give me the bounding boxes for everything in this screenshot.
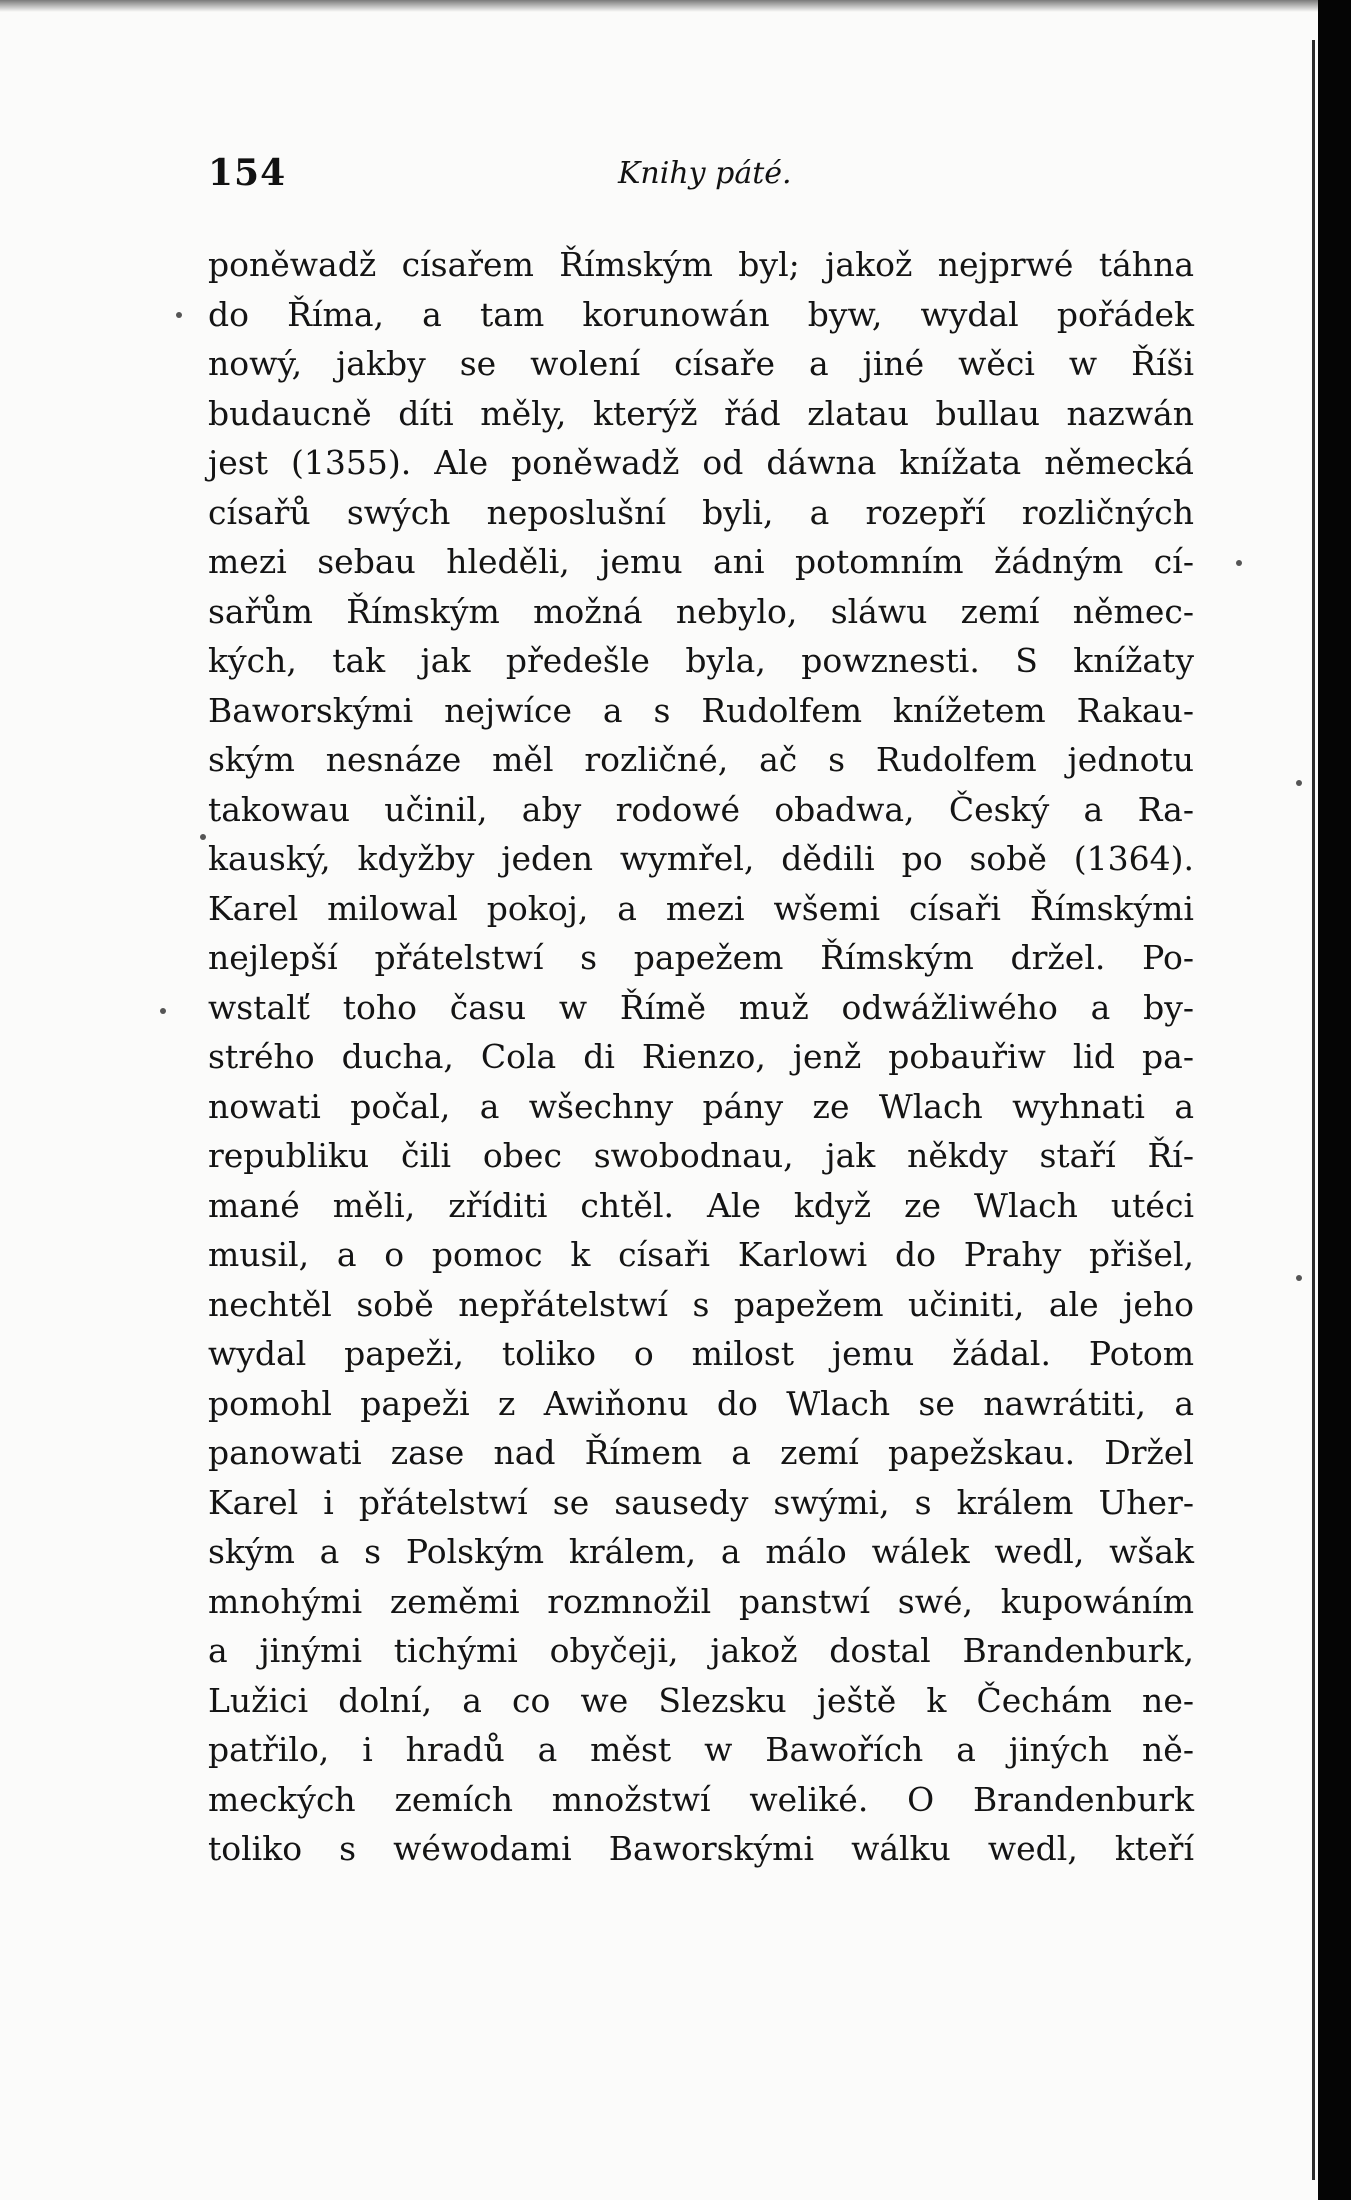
text-line: panowati zase nad Římem a zemí papežskau. Držel [208, 1433, 1194, 1472]
text-line: mané měli, zříditi chtěl. Ale když ze Wlach utéci [208, 1185, 1194, 1225]
text-line: ským nesnáze měl rozličné, ač s Rudolfem jednotu [208, 740, 1194, 779]
text-line: Baworskými nejwíce a s Rudolfem knížetem Rakau- [208, 690, 1194, 730]
text-line: nowati počal, a wšechny pány ze Wlach wyhnati a [208, 1086, 1194, 1126]
page-edge-line [1312, 40, 1315, 2180]
text-line: nechtěl sobě nepřátelstwí s papežem učiniti, ale jeho [208, 1284, 1194, 1324]
text-line: patřilo, i hradů a měst w Bawořích a jiných ně- [208, 1730, 1194, 1769]
text-line: do Říma, a tam korunowán byw, wydal pořádek [208, 294, 1194, 334]
text-line: kauský, kdyžby jeden wymřel, dědili po sobě (1364). [208, 839, 1194, 878]
text-line: wstalť toho času w Římě muž odwážliwého a by- [208, 987, 1194, 1027]
text-line: budaucně díti měly, kterýž řád zlatau bullau nazwán [208, 393, 1194, 433]
text-line: mezi sebau hleděli, jemu ani potomním žádným cí- [208, 542, 1194, 581]
page-top-shadow [0, 0, 1318, 12]
text-line: kých, tak jak předešle byla, powznesti. S knížaty [208, 641, 1194, 680]
page-header [208, 152, 1194, 202]
body-text [208, 240, 1194, 1874]
text-line: meckých zemích množstwí weliké. O Brandenburk [208, 1779, 1194, 1819]
text-line: a jinými tichými obyčeji, jakož dostal Brandenburk, [208, 1631, 1194, 1670]
text-line: císařů swých neposlušní byli, a rozepří rozličných [208, 492, 1194, 532]
margin-speck [1296, 780, 1302, 786]
text-line: pomohl papeži z Awiňonu do Wlach se nawrátiti, a [208, 1383, 1194, 1423]
running-head: Knihy páté. [618, 156, 792, 191]
margin-speck [1236, 560, 1242, 566]
margin-speck [1296, 1275, 1302, 1281]
scan-dark-edge [1318, 0, 1351, 2200]
text-line: nowý, jakby se wolení císaře a jiné wěci w Říši [208, 344, 1194, 383]
text-line: ským a s Polským králem, a málo wálek wedl, wšak [208, 1532, 1194, 1571]
text-line: poněwadž císařem Římským byl; jakož nejprwé táhna [208, 245, 1194, 284]
text-line: takowau učinil, aby rodowé obadwa, Český a Ra- [208, 789, 1194, 829]
text-line: Lužici dolní, a co we Slezsku ještě k Čechám ne- [208, 1680, 1194, 1720]
margin-speck [200, 834, 206, 840]
text-line: sařům Římským možná nebylo, sláwu zemí němec- [208, 591, 1194, 631]
margin-speck [176, 312, 182, 318]
text-line: wydal papeži, toliko o milost jemu žádal. Potom [208, 1334, 1194, 1373]
text-line: mnohými zeměmi rozmnožil panstwí swé, kupowáním [208, 1581, 1194, 1621]
text-line: jest (1355). Ale poněwadž od dáwna knížata německá [208, 443, 1194, 482]
text-line: musil, a o pomoc k císaři Karlowi do Prahy přišel, [208, 1235, 1194, 1274]
text-line: republiku čili obec swobodnau, jak někdy staří Ří- [208, 1136, 1194, 1175]
text-line: Karel i přátelstwí se sausedy swými, s králem Uher- [208, 1482, 1194, 1522]
margin-speck [160, 1008, 166, 1014]
page-number: 154 [208, 152, 287, 194]
text-line: nejlepší přátelstwí s papežem Římským držel. Po- [208, 938, 1194, 977]
text-line: strého ducha, Cola di Rienzo, jenž pobauřiw lid pa- [208, 1037, 1194, 1076]
text-line: Karel milowal pokoj, a mezi wšemi císaři Římskými [208, 888, 1194, 928]
text-line: toliko s wéwodami Baworskými wálku wedl, kteří [208, 1829, 1194, 1868]
